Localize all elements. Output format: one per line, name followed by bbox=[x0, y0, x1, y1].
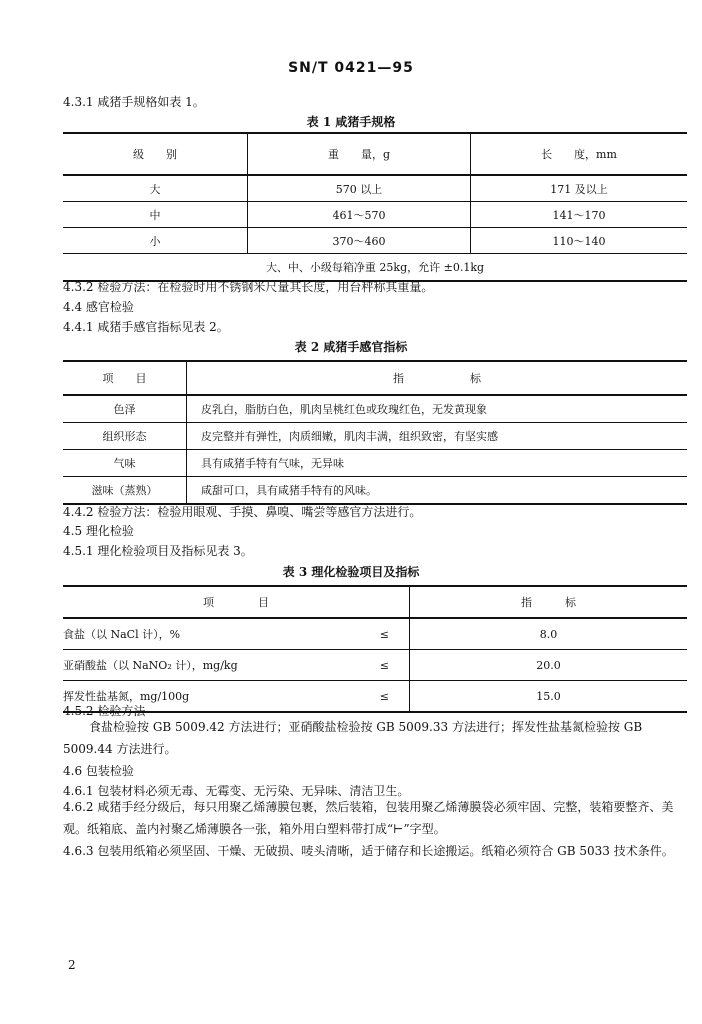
table-row bbox=[63, 423, 687, 450]
table-cell: 咸甜可口，具有咸猪手特有的风味。 bbox=[187, 477, 688, 505]
page-number: 2 bbox=[68, 958, 76, 972]
table-row bbox=[63, 175, 687, 202]
table-cell: 皮完整并有弹性，肉质细嫩，肌肉丰满，组织致密，有坚实感 bbox=[187, 423, 688, 450]
table2-caption: 表 2 咸猪手感官指标 bbox=[294, 340, 408, 354]
clause-4-6-3: 4.6.3 包装用纸箱必须坚固、干燥、无破损、唛头清晰，适于储存和长途搬运。纸箱必须符合 GB 5033 技术条件。 bbox=[63, 844, 674, 858]
clause-4-4-2: 4.4.2 检验方法：检验用眼观、手摸、鼻嗅、嘴尝等感官方法进行。 bbox=[63, 505, 422, 519]
clause-4-5-2: 4.5.2 检验方法 bbox=[63, 704, 146, 718]
table-header-cell: 指 标 bbox=[410, 586, 688, 618]
table-cell: 亚硝酸盐（以 NaNO₂ 计），mg/kg bbox=[63, 650, 353, 681]
table1-caption: 表 1 咸猪手规格 bbox=[306, 115, 396, 129]
table-header-cell: 项 目 bbox=[63, 586, 410, 618]
table-cell: ≤ bbox=[353, 618, 410, 650]
table-header-cell: 重 量，g bbox=[248, 133, 471, 175]
clause-4-6-2: 4.6.2 咸猪手经分级后，每只用聚乙烯薄膜包裹，然后装箱，包装用聚乙烯薄膜袋必须牢固、完整，装箱要整齐、美观。纸箱底、盖内衬聚乙烯薄膜各一张，箱外用白塑料带打成“⊢”字型。 bbox=[63, 800, 674, 836]
table-row bbox=[63, 450, 687, 477]
clause-4-5-1: 4.5.1 理化检验项目及指标见表 3。 bbox=[63, 544, 253, 558]
table-header-cell: 指 标 bbox=[187, 361, 688, 395]
table3-physicochemical bbox=[63, 585, 687, 713]
table-cell: 色泽 bbox=[63, 395, 187, 423]
document-header: SN/T 0421—95 bbox=[288, 60, 414, 76]
table-header-cell: 项 目 bbox=[63, 361, 187, 395]
table-cell: ≤ bbox=[353, 681, 410, 713]
table-header-row bbox=[63, 586, 687, 618]
table-cell: 具有咸猪手特有气味，无异味 bbox=[187, 450, 688, 477]
table-row bbox=[63, 618, 687, 650]
table-cell: 皮乳白，脂肪白色，肌肉呈桃红色或玫瑰红色，无发黄现象 bbox=[187, 395, 688, 423]
table-row bbox=[63, 228, 687, 254]
table-row bbox=[63, 395, 687, 423]
table-cell: 370～460 bbox=[248, 228, 471, 254]
table-cell: 20.0 bbox=[410, 650, 688, 681]
table-header-cell: 级 别 bbox=[63, 133, 248, 175]
clause-4-3-2: 4.3.2 检验方法：在检验时用不锈钢米尺量其长度，用台秤称其重量。 bbox=[63, 280, 434, 294]
table-cell: 171 及以上 bbox=[471, 175, 688, 202]
table-row bbox=[63, 650, 687, 681]
table-cell: 141～170 bbox=[471, 202, 688, 228]
table-header-row bbox=[63, 361, 687, 395]
clause-4-4: 4.4 感官检验 bbox=[63, 300, 134, 314]
table-cell: 小 bbox=[63, 228, 248, 254]
table1-note: 大、中、小级每箱净重 25kg，允许 ±0.1kg bbox=[63, 254, 687, 282]
table1-spec bbox=[63, 132, 687, 282]
table-row bbox=[63, 477, 687, 505]
clause-4-6: 4.6 包装检验 bbox=[63, 764, 134, 778]
table-cell: 8.0 bbox=[410, 618, 688, 650]
table-header-cell: 长 度，mm bbox=[471, 133, 688, 175]
clause-4-3-1: 4.3.1 咸猪手规格如表 1。 bbox=[63, 95, 205, 109]
table-cell: 组织形态 bbox=[63, 423, 187, 450]
table-cell: 15.0 bbox=[410, 681, 688, 713]
table-cell: 食盐（以 NaCl 计），% bbox=[63, 618, 353, 650]
table-row bbox=[63, 202, 687, 228]
table-cell: 气味 bbox=[63, 450, 187, 477]
clause-4-5: 4.5 理化检验 bbox=[63, 524, 134, 538]
table-cell: 中 bbox=[63, 202, 248, 228]
table2-sensory bbox=[63, 360, 687, 505]
table-cell: ≤ bbox=[353, 650, 410, 681]
clause-4-6-1: 4.6.1 包装材料必须无毒、无霉变、无污染、无异味、清洁卫生。 bbox=[63, 784, 410, 798]
table-cell: 大 bbox=[63, 175, 248, 202]
table-cell: 461～570 bbox=[248, 202, 471, 228]
table-row bbox=[63, 681, 687, 713]
table-cell: 滋味（蒸熟） bbox=[63, 477, 187, 505]
table-cell: 110～140 bbox=[471, 228, 688, 254]
table-cell: 挥发性盐基氮，mg/100g bbox=[63, 681, 353, 713]
table-header-row bbox=[63, 133, 687, 175]
clause-4-4-1: 4.4.1 咸猪手感官指标见表 2。 bbox=[63, 320, 229, 334]
table3-caption: 表 3 理化检验项目及指标 bbox=[282, 565, 420, 579]
table-note-row bbox=[63, 254, 687, 282]
clause-4-5-2-text: 食盐检验按 GB 5009.42 方法进行；亚硝酸盐检验按 GB 5009.33 方法进行；挥发性盐基氮检验按 GB 5009.44 方法进行。 bbox=[63, 720, 643, 756]
table-cell: 570 以上 bbox=[248, 175, 471, 202]
